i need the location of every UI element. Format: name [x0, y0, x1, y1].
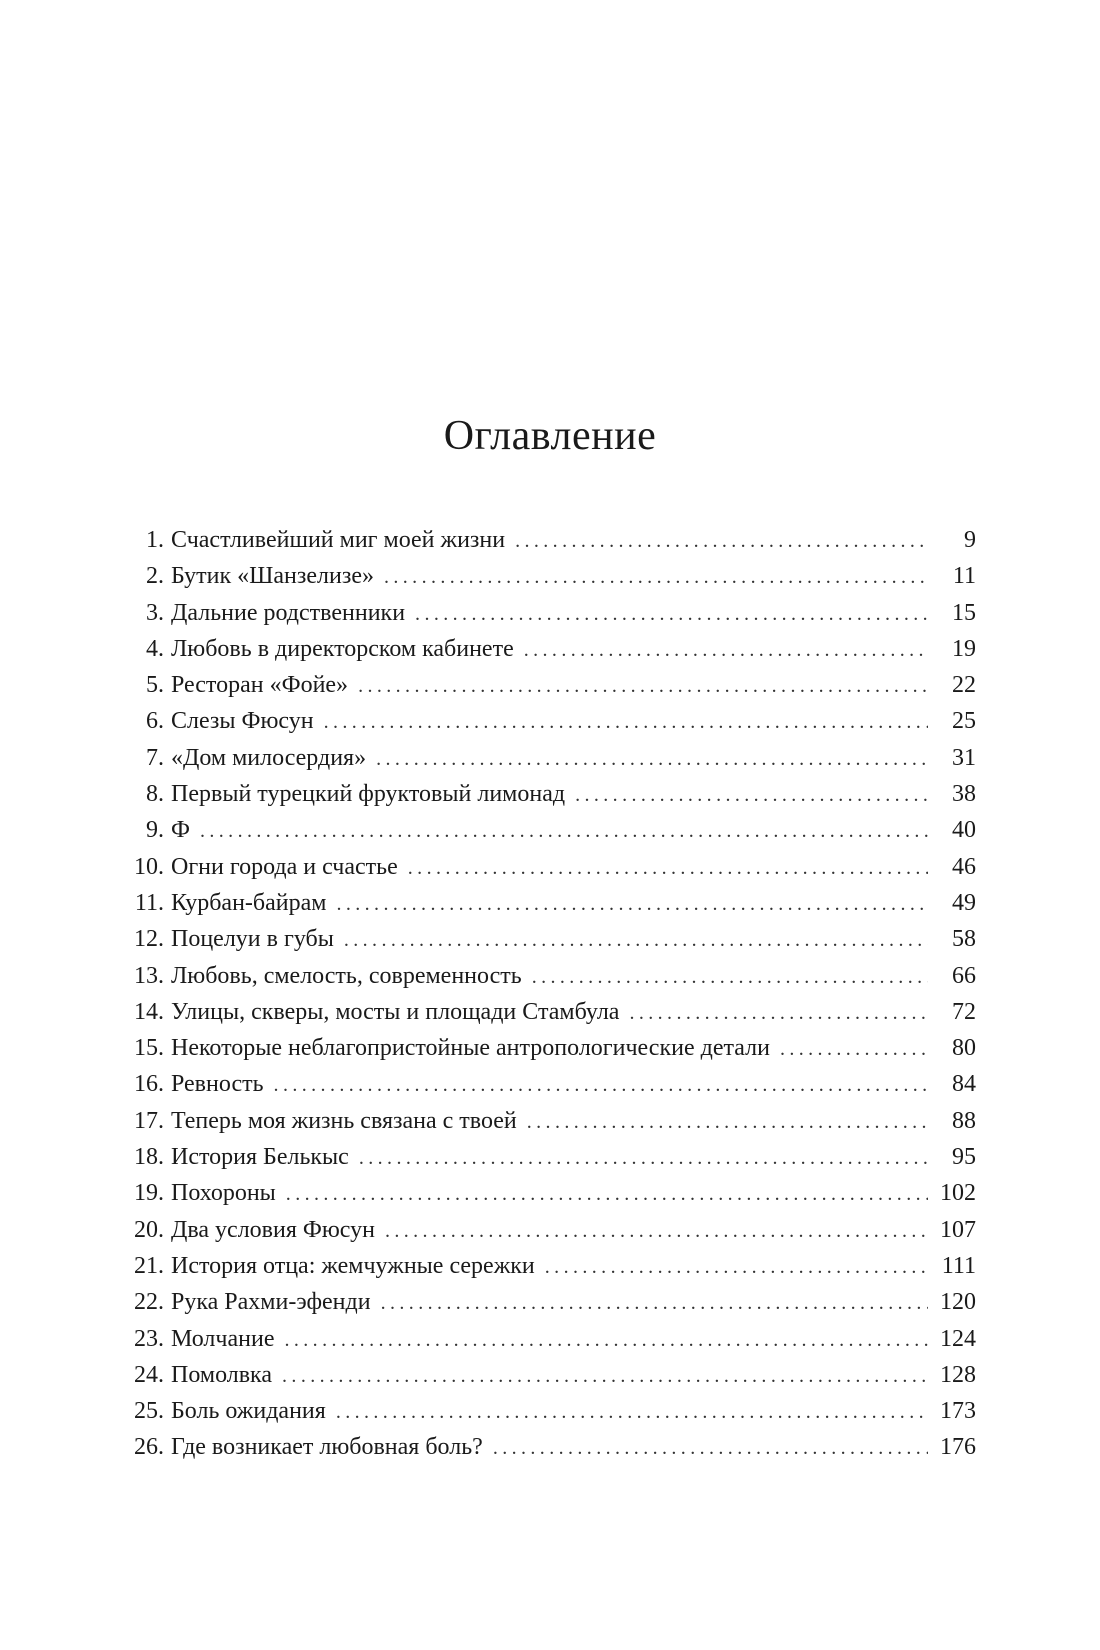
toc-entry — [128, 1284, 976, 1320]
toc-entry-number: 15. — [134, 1035, 164, 1062]
toc-entry — [128, 812, 976, 848]
dot-leader — [286, 1176, 928, 1212]
toc-entry-number: 8. — [146, 781, 164, 808]
toc-entry-number: 12. — [134, 926, 164, 953]
dot-leader — [527, 1104, 928, 1140]
dot-leader — [282, 1358, 928, 1394]
toc-entry-number: 13. — [134, 962, 164, 989]
toc-entry-number: 7. — [146, 744, 164, 771]
toc-entry-page-number: 88 — [952, 1107, 976, 1134]
toc-entry — [128, 1066, 976, 1102]
toc-entry-page-number: 58 — [952, 926, 976, 953]
toc-entry-title: История Белькыс — [171, 1144, 349, 1171]
toc-entry — [128, 595, 976, 631]
dot-leader — [524, 632, 928, 668]
toc-entry-title: Похороны — [171, 1180, 276, 1207]
table-of-contents — [128, 522, 976, 1466]
toc-entry-number: 11. — [134, 889, 164, 916]
page-title: Оглавление — [443, 413, 657, 459]
toc-entry — [128, 667, 976, 703]
toc-entry-page-number: 15 — [952, 599, 976, 626]
toc-entry-title: Два условия Фюсун — [171, 1216, 375, 1243]
toc-entry-number: 18. — [134, 1144, 164, 1171]
toc-entry-title: Любовь в директорском кабинете — [171, 635, 514, 662]
toc-entry-number: 2. — [146, 563, 164, 590]
toc-entry — [128, 1139, 976, 1175]
dot-leader — [381, 1285, 928, 1321]
toc-entry — [128, 1357, 976, 1393]
dot-leader — [359, 1140, 928, 1176]
dot-leader — [336, 1394, 928, 1430]
dot-leader — [408, 850, 928, 886]
toc-entry-title: Первый турецкий фруктовый лимонад — [171, 781, 566, 808]
dot-leader — [274, 1067, 928, 1103]
dot-leader — [336, 886, 928, 922]
toc-entry — [128, 1212, 976, 1248]
toc-entry-page-number: 31 — [952, 744, 976, 771]
toc-entry-number: 6. — [146, 708, 164, 735]
toc-entry-title: Ревность — [171, 1071, 264, 1098]
toc-entry — [128, 522, 976, 558]
toc-entry-page-number: 49 — [952, 889, 976, 916]
toc-entry-page-number: 19 — [952, 635, 976, 662]
dot-leader — [515, 523, 928, 559]
toc-entry-title: Молчание — [171, 1325, 275, 1352]
dot-leader — [629, 995, 928, 1031]
toc-entry — [128, 558, 976, 594]
toc-entry — [128, 740, 976, 776]
toc-entry-page-number: 95 — [952, 1144, 976, 1171]
toc-entry-number: 17. — [134, 1107, 164, 1134]
toc-entry-page-number: 25 — [952, 708, 976, 735]
toc-entry — [128, 1248, 976, 1284]
toc-entry-page-number: 46 — [952, 853, 976, 880]
toc-entry — [128, 1103, 976, 1139]
toc-entry-title: Помолвка — [171, 1361, 273, 1388]
toc-entry-page-number: 176 — [940, 1434, 976, 1461]
dot-leader — [200, 813, 928, 849]
toc-entry-number: 22. — [134, 1289, 164, 1316]
toc-entry-title: Любовь, смелость, современность — [171, 962, 522, 989]
toc-entry-page-number: 11 — [952, 563, 976, 590]
toc-entry — [128, 631, 976, 667]
toc-entry — [128, 921, 976, 957]
toc-entry — [128, 703, 976, 739]
dot-leader — [344, 922, 928, 958]
toc-entry-page-number: 80 — [952, 1035, 976, 1062]
toc-entry-page-number: 84 — [952, 1071, 976, 1098]
toc-entry-page-number: 9 — [964, 527, 976, 553]
toc-entry-title: Улицы, скверы, мосты и площади Стамбула — [171, 998, 620, 1025]
toc-entry-page-number: 72 — [952, 998, 976, 1025]
toc-entry — [128, 776, 976, 812]
toc-entry-number: 26. — [134, 1434, 164, 1461]
toc-entry-title: Бутик «Шанзелизе» — [171, 563, 374, 590]
toc-entry-title: Где возникает любовная боль? — [171, 1434, 483, 1461]
toc-entry-page-number: 107 — [940, 1216, 976, 1243]
toc-entry-title: Курбан-байрам — [171, 889, 327, 916]
toc-entry-title: Счастливейший миг моей жизни — [171, 527, 506, 553]
toc-entry-page-number: 173 — [940, 1398, 976, 1425]
toc-entry-page-number: 120 — [940, 1289, 976, 1316]
dot-leader — [376, 741, 928, 777]
toc-entry — [128, 1175, 976, 1211]
toc-entry-number: 21. — [134, 1252, 164, 1279]
toc-entry-page-number: 124 — [940, 1325, 976, 1352]
toc-entry-title: История отца: жемчужные сережки — [171, 1252, 535, 1279]
toc-entry-number: 10. — [134, 853, 164, 880]
toc-entry-title: Поцелуи в губы — [171, 926, 334, 953]
toc-entry-title: Дальние родственники — [171, 599, 406, 626]
toc-entry-title: Некоторые неблагопристойные антропологические детали — [171, 1035, 770, 1062]
dot-leader — [385, 1213, 928, 1249]
toc-entry — [128, 849, 976, 885]
dot-leader — [324, 704, 928, 740]
dot-leader — [493, 1430, 928, 1466]
dot-leader — [545, 1249, 928, 1285]
toc-entry-page-number: 111 — [941, 1252, 976, 1279]
toc-entry-title: Теперь моя жизнь связана с твоей — [171, 1107, 517, 1134]
toc-entry-title: Слезы Фюсун — [171, 708, 314, 735]
toc-entry-number: 14. — [134, 998, 164, 1025]
dot-leader — [780, 1031, 928, 1067]
dot-leader — [532, 959, 928, 995]
toc-entry-page-number: 40 — [952, 817, 976, 844]
dot-leader — [384, 559, 928, 595]
toc-entry-number: 9. — [146, 817, 164, 844]
dot-leader — [415, 596, 928, 632]
toc-entry-page-number: 22 — [952, 672, 976, 699]
dot-leader — [358, 668, 928, 704]
toc-entry-number: 23. — [134, 1325, 164, 1352]
toc-entry-page-number: 38 — [952, 781, 976, 808]
dot-leader — [575, 777, 928, 813]
toc-entry-number: 1. — [146, 527, 164, 553]
toc-entry-number: 20. — [134, 1216, 164, 1243]
toc-entry-title: Ресторан «Фойе» — [171, 672, 349, 699]
toc-entry-page-number: 66 — [952, 962, 976, 989]
toc-entry-number: 25. — [134, 1398, 164, 1425]
toc-entry — [128, 885, 976, 921]
toc-entry-page-number: 102 — [940, 1180, 976, 1207]
toc-entry-number: 4. — [146, 635, 164, 662]
toc-entry — [128, 994, 976, 1030]
toc-entry — [128, 1429, 976, 1465]
toc-entry-page-number: 128 — [940, 1361, 976, 1388]
toc-entry-title: «Дом милосердия» — [171, 744, 367, 771]
toc-entry-title: Рука Рахми-эфенди — [171, 1289, 371, 1316]
toc-entry-title: Ф — [171, 817, 190, 844]
toc-entry-number: 3. — [146, 599, 164, 626]
toc-entry-number: 16. — [134, 1071, 164, 1098]
toc-entry — [128, 1321, 976, 1357]
toc-entry-number: 24. — [134, 1361, 164, 1388]
toc-entry — [128, 1030, 976, 1066]
toc-entry-title: Боль ожидания — [171, 1398, 326, 1425]
toc-entry — [128, 1393, 976, 1429]
toc-entry — [128, 958, 976, 994]
dot-leader — [284, 1322, 928, 1358]
toc-entry-title: Огни города и счастье — [171, 853, 398, 880]
toc-entry-number: 5. — [146, 672, 164, 699]
toc-entry-number: 19. — [134, 1180, 164, 1207]
